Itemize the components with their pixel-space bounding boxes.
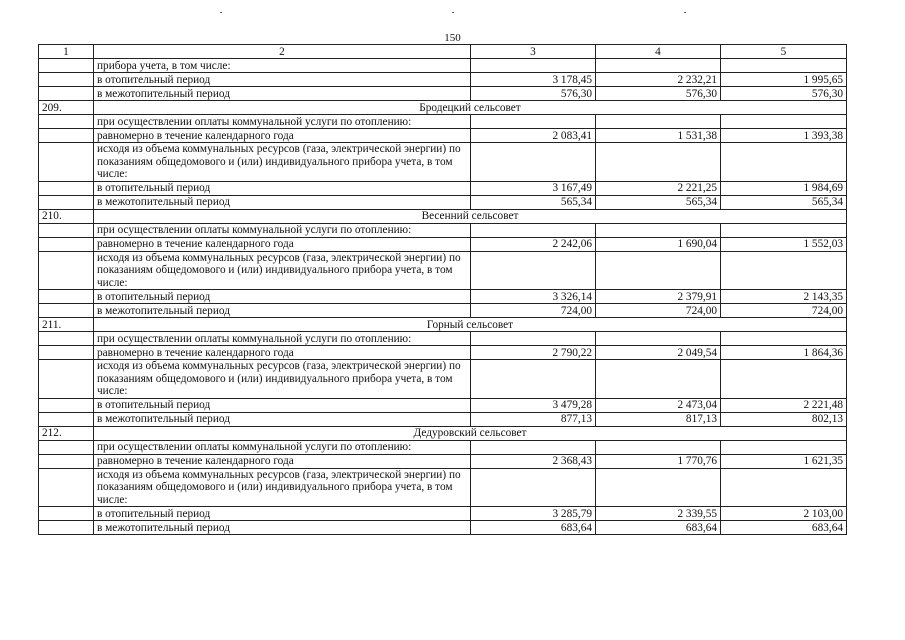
value-cell xyxy=(596,115,721,129)
value-cell: 2 083,41 xyxy=(471,129,596,143)
value-cell xyxy=(471,59,596,73)
row-description: в межотопительный период xyxy=(94,521,471,535)
value-cell xyxy=(596,440,721,454)
scan-speck xyxy=(684,12,686,13)
value-cell xyxy=(471,223,596,237)
row-number xyxy=(39,143,94,182)
value-cell: 683,64 xyxy=(471,521,596,535)
value-cell: 565,34 xyxy=(471,195,596,209)
row-description: в отопительный период xyxy=(94,181,471,195)
row-number xyxy=(39,412,94,426)
value-cell: 817,13 xyxy=(596,412,721,426)
row-description: в отопительный период xyxy=(94,507,471,521)
row-number xyxy=(39,440,94,454)
row-description: в отопительный период xyxy=(94,290,471,304)
row-number: 209. xyxy=(39,101,94,115)
row-description: в межотопительный период xyxy=(94,87,471,101)
value-cell xyxy=(471,115,596,129)
value-cell: 3 178,45 xyxy=(471,73,596,87)
row-number xyxy=(39,507,94,521)
section-row xyxy=(39,426,847,440)
value-cell: 3 326,14 xyxy=(471,290,596,304)
row-description: в отопительный период xyxy=(94,73,471,87)
row-number xyxy=(39,290,94,304)
value-cell: 576,30 xyxy=(596,87,721,101)
value-cell xyxy=(471,440,596,454)
row-number xyxy=(39,454,94,468)
row-number xyxy=(39,398,94,412)
value-cell xyxy=(721,251,847,290)
value-cell: 724,00 xyxy=(721,304,847,318)
value-cell: 3 479,28 xyxy=(471,398,596,412)
value-cell xyxy=(471,332,596,346)
value-cell xyxy=(596,360,721,399)
value-cell: 1 690,04 xyxy=(596,237,721,251)
value-cell: 2 790,22 xyxy=(471,346,596,360)
table-header-row xyxy=(39,45,847,59)
table-row xyxy=(39,440,847,454)
row-number xyxy=(39,304,94,318)
value-cell: 576,30 xyxy=(471,87,596,101)
row-number xyxy=(39,87,94,101)
value-cell: 1 621,35 xyxy=(721,454,847,468)
value-cell: 724,00 xyxy=(471,304,596,318)
table-row xyxy=(39,237,847,251)
value-cell: 2 339,55 xyxy=(596,507,721,521)
table-row xyxy=(39,87,847,101)
table-row xyxy=(39,304,847,318)
value-cell: 2 049,54 xyxy=(596,346,721,360)
section-name: Дедуровский сельсовет xyxy=(94,426,847,440)
value-cell: 2 379,91 xyxy=(596,290,721,304)
column-header: 4 xyxy=(596,45,721,59)
row-description: равномерно в течение календарного года xyxy=(94,129,471,143)
table-row xyxy=(39,59,847,73)
value-cell xyxy=(596,143,721,182)
value-cell xyxy=(471,251,596,290)
table-row xyxy=(39,521,847,535)
table-row xyxy=(39,129,847,143)
value-cell: 3 167,49 xyxy=(471,181,596,195)
value-cell: 2 221,25 xyxy=(596,181,721,195)
row-number xyxy=(39,115,94,129)
value-cell xyxy=(721,223,847,237)
tariff-table xyxy=(38,44,847,535)
scan-speck xyxy=(452,12,454,13)
row-description: при осуществлении оплаты коммунальной услуги по отоплению: xyxy=(94,332,471,346)
value-cell xyxy=(596,332,721,346)
scan-speck xyxy=(220,12,222,13)
row-description: исходя из объема коммунальных ресурсов (газа, электрической энергии) по показаниям общедомового и (или) индивидуального прибора учета, в том числе: xyxy=(94,143,471,182)
value-cell: 2 232,21 xyxy=(596,73,721,87)
value-cell: 1 864,36 xyxy=(721,346,847,360)
value-cell: 1 552,03 xyxy=(721,237,847,251)
row-number xyxy=(39,468,94,507)
value-cell: 1 984,69 xyxy=(721,181,847,195)
table-row xyxy=(39,360,847,399)
row-description: при осуществлении оплаты коммунальной услуги по отоплению: xyxy=(94,223,471,237)
value-cell xyxy=(721,115,847,129)
row-number: 210. xyxy=(39,209,94,223)
value-cell: 2 368,43 xyxy=(471,454,596,468)
row-description: равномерно в течение календарного года xyxy=(94,454,471,468)
row-number xyxy=(39,521,94,535)
value-cell: 576,30 xyxy=(721,87,847,101)
table-row xyxy=(39,454,847,468)
row-description: исходя из объема коммунальных ресурсов (газа, электрической энергии) по показаниям общедомового и (или) индивидуального прибора учета, в том числе: xyxy=(94,360,471,399)
table-row xyxy=(39,468,847,507)
row-description: прибора учета, в том числе: xyxy=(94,59,471,73)
row-number xyxy=(39,346,94,360)
row-number xyxy=(39,181,94,195)
row-description: в межотопительный период xyxy=(94,304,471,318)
value-cell: 877,13 xyxy=(471,412,596,426)
value-cell: 724,00 xyxy=(596,304,721,318)
value-cell: 1 393,38 xyxy=(721,129,847,143)
value-cell: 1 995,65 xyxy=(721,73,847,87)
row-number xyxy=(39,223,94,237)
value-cell xyxy=(721,332,847,346)
table-row xyxy=(39,115,847,129)
value-cell xyxy=(596,223,721,237)
value-cell: 802,13 xyxy=(721,412,847,426)
value-cell xyxy=(471,468,596,507)
value-cell: 2 221,48 xyxy=(721,398,847,412)
table-row xyxy=(39,223,847,237)
column-header: 5 xyxy=(721,45,847,59)
value-cell: 2 242,06 xyxy=(471,237,596,251)
section-name: Бродецкий сельсовет xyxy=(94,101,847,115)
row-description: в межотопительный период xyxy=(94,412,471,426)
value-cell: 2 143,35 xyxy=(721,290,847,304)
value-cell: 1 531,38 xyxy=(596,129,721,143)
row-description: в межотопительный период xyxy=(94,195,471,209)
value-cell xyxy=(721,143,847,182)
section-name: Горный сельсовет xyxy=(94,318,847,332)
row-description: исходя из объема коммунальных ресурсов (газа, электрической энергии) по показаниям общедомового и (или) индивидуального прибора учета, в том числе: xyxy=(94,468,471,507)
row-description: исходя из объема коммунальных ресурсов (газа, электрической энергии) по показаниям общедомового и (или) индивидуального прибора учета, в том числе: xyxy=(94,251,471,290)
value-cell xyxy=(471,143,596,182)
section-row xyxy=(39,318,847,332)
value-cell: 3 285,79 xyxy=(471,507,596,521)
value-cell xyxy=(596,251,721,290)
column-header: 3 xyxy=(471,45,596,59)
value-cell: 2 473,04 xyxy=(596,398,721,412)
row-number: 212. xyxy=(39,426,94,440)
page-number: 150 xyxy=(444,32,461,44)
row-number xyxy=(39,59,94,73)
table-row xyxy=(39,251,847,290)
section-name: Весенний сельсовет xyxy=(94,209,847,223)
value-cell xyxy=(596,468,721,507)
value-cell xyxy=(721,440,847,454)
table-row xyxy=(39,195,847,209)
section-row xyxy=(39,209,847,223)
row-number xyxy=(39,129,94,143)
table-row xyxy=(39,412,847,426)
table-row xyxy=(39,507,847,521)
table-row xyxy=(39,181,847,195)
value-cell: 1 770,76 xyxy=(596,454,721,468)
row-number xyxy=(39,360,94,399)
row-number xyxy=(39,195,94,209)
row-description: в отопительный период xyxy=(94,398,471,412)
table-row xyxy=(39,143,847,182)
row-number xyxy=(39,73,94,87)
row-number xyxy=(39,237,94,251)
value-cell: 2 103,00 xyxy=(721,507,847,521)
row-number xyxy=(39,251,94,290)
table-row xyxy=(39,73,847,87)
table-row xyxy=(39,346,847,360)
row-number: 211. xyxy=(39,318,94,332)
value-cell: 683,64 xyxy=(721,521,847,535)
column-header: 2 xyxy=(94,45,471,59)
value-cell xyxy=(471,360,596,399)
value-cell xyxy=(721,468,847,507)
value-cell xyxy=(596,59,721,73)
row-description: равномерно в течение календарного года xyxy=(94,237,471,251)
row-description: равномерно в течение календарного года xyxy=(94,346,471,360)
table-row xyxy=(39,398,847,412)
value-cell: 683,64 xyxy=(596,521,721,535)
row-description: при осуществлении оплаты коммунальной услуги по отоплению: xyxy=(94,440,471,454)
value-cell xyxy=(721,360,847,399)
table-row xyxy=(39,290,847,304)
value-cell: 565,34 xyxy=(721,195,847,209)
table-row xyxy=(39,332,847,346)
value-cell xyxy=(721,59,847,73)
column-header: 1 xyxy=(39,45,94,59)
value-cell: 565,34 xyxy=(596,195,721,209)
section-row xyxy=(39,101,847,115)
row-description: при осуществлении оплаты коммунальной услуги по отоплению: xyxy=(94,115,471,129)
row-number xyxy=(39,332,94,346)
